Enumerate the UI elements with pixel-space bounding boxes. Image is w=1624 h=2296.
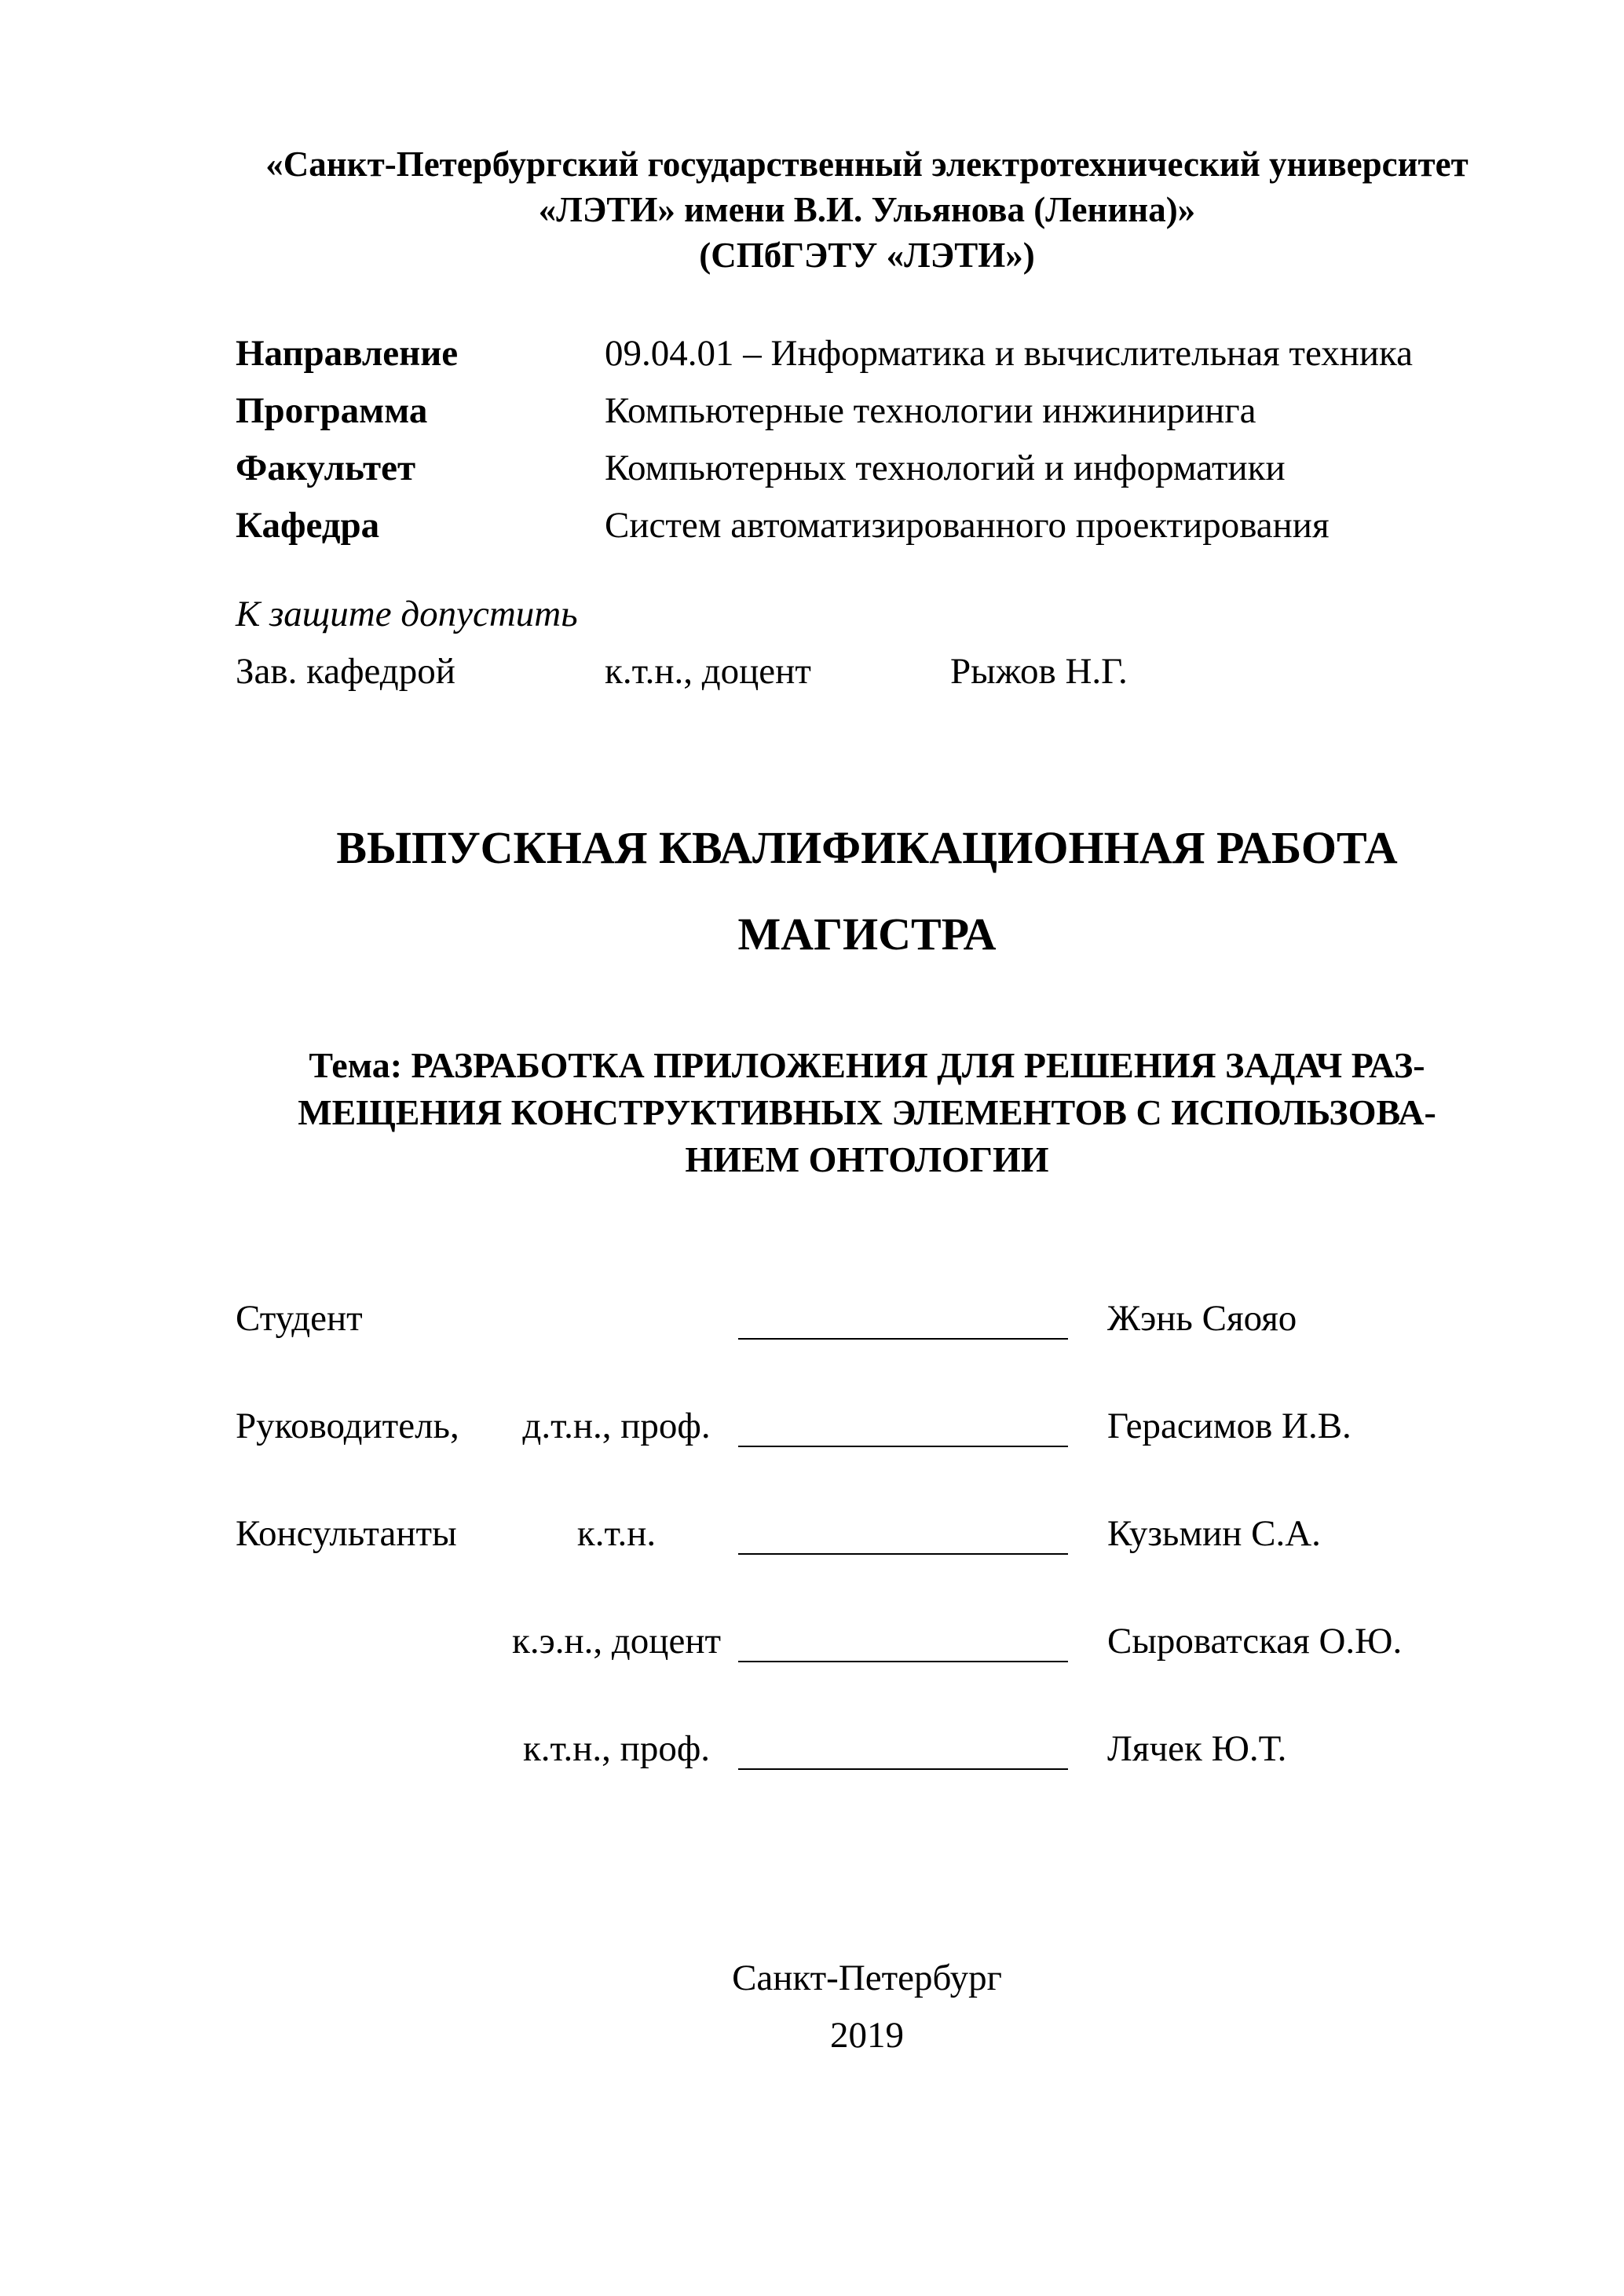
signature-degree: к.т.н.	[576, 1513, 657, 1554]
document-title-line1: ВЫПУСКНАЯ КВАЛИФИКАЦИОННАЯ РАБОТА	[336, 822, 1398, 873]
signature-row-consultant-1	[236, 1512, 1498, 1570]
signature-row-consultant-3	[236, 1727, 1498, 1785]
info-value: 09.04.01 – Информатика и вычислительная техника	[605, 333, 1413, 374]
thesis-theme-line1: Тема: РАЗРАБОТКА ПРИЛОЖЕНИЯ ДЛЯ РЕШЕНИЯ ЗАДАЧ РАЗ-	[309, 1045, 1425, 1085]
admission-name: Рыжов Н.Г.	[950, 651, 1128, 692]
thesis-theme-line2: МЕЩЕНИЯ КОНСТРУКТИВНЫХ ЭЛЕМЕНТОВ С ИСПОЛЬЗОВА-	[298, 1092, 1436, 1132]
signature-role: Студент	[236, 1298, 363, 1339]
signature-row-student	[236, 1297, 1498, 1355]
signature-name: Герасимов И.В.	[1107, 1406, 1352, 1446]
signature-name: Жэнь Сяояо	[1107, 1298, 1297, 1339]
program-info-table	[236, 325, 1498, 554]
signature-name: Сыроватская О.Ю.	[1107, 1621, 1403, 1662]
info-value: Компьютерные технологии инжиниринга	[605, 390, 1256, 431]
signature-row-consultant-2	[236, 1620, 1498, 1677]
thesis-theme	[236, 1042, 1498, 1183]
signatures-block	[236, 1297, 1498, 1785]
info-label: Направление	[236, 333, 459, 374]
info-label: Программа	[236, 390, 428, 431]
signature-degree: д.т.н., проф.	[522, 1406, 711, 1446]
signature-line	[738, 1514, 1068, 1555]
info-row-direction	[236, 325, 1498, 382]
info-row-faculty	[236, 440, 1498, 497]
info-label: Кафедра	[236, 505, 380, 546]
signature-line	[738, 1729, 1068, 1770]
footer-year: 2019	[830, 2015, 904, 2056]
admission-note: К защите допустить	[236, 594, 578, 634]
footer	[236, 1950, 1498, 2064]
university-header	[236, 141, 1498, 278]
info-value: Компьютерных технологий и информатики	[605, 448, 1286, 488]
signature-role: Консультанты	[236, 1513, 457, 1554]
admission-degree: к.т.н., доцент	[605, 651, 811, 692]
signature-line	[738, 1406, 1068, 1447]
admission-block	[236, 586, 1498, 700]
admission-position: Зав. кафедрой	[236, 651, 455, 692]
info-value: Систем автоматизированного проектирования	[605, 505, 1330, 546]
signature-degree: к.э.н., доцент	[511, 1621, 722, 1662]
signature-line	[738, 1621, 1068, 1662]
signature-role: Руководитель,	[236, 1406, 459, 1446]
university-abbreviation: (СПбГЭТУ «ЛЭТИ»)	[699, 236, 1035, 275]
info-row-program	[236, 382, 1498, 440]
document-title-line2: МАГИСТРА	[737, 909, 997, 960]
university-name-line1: «Санкт-Петербургский государственный электротехнический университет	[265, 144, 1469, 184]
university-name-line2: «ЛЭТИ» имени В.И. Ульянова (Ленина)»	[538, 190, 1196, 229]
thesis-theme-line3: НИЕМ ОНТОЛОГИИ	[685, 1139, 1049, 1179]
signature-line	[738, 1299, 1068, 1340]
signature-degree: к.т.н., проф.	[522, 1728, 711, 1769]
info-row-department	[236, 497, 1498, 554]
footer-city: Санкт-Петербург	[732, 1958, 1002, 1998]
info-label: Факультет	[236, 448, 416, 488]
signature-name: Кузьмин С.А.	[1107, 1513, 1321, 1554]
admission-row	[236, 643, 1498, 700]
signature-name: Лячек Ю.Т.	[1107, 1728, 1287, 1769]
document-title	[236, 818, 1498, 963]
signature-row-supervisor	[236, 1405, 1498, 1462]
